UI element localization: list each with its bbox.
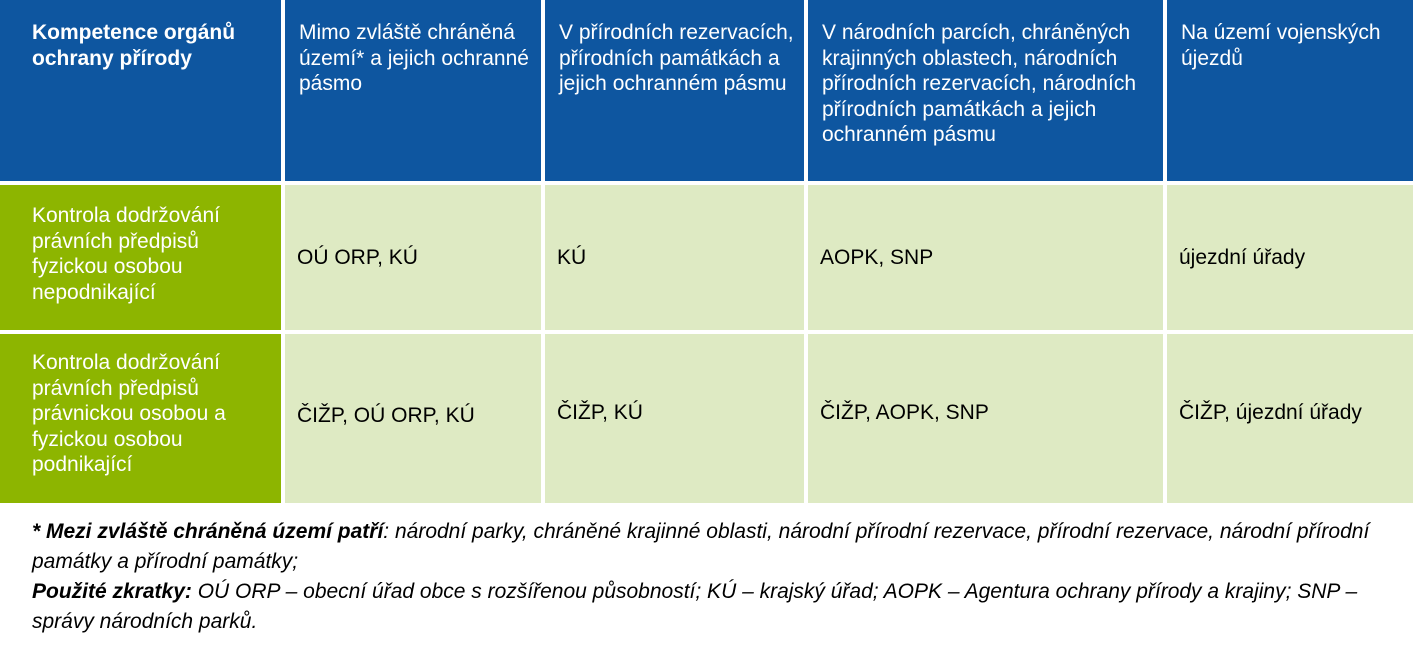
footnote-abbrev-label: Použité zkratky: xyxy=(32,580,192,603)
header-national-parks: V národních parcích, chráněných krajinných oblastech, národních přírodních rezervacích, národních přírodních památkách a jejich ochranném pásmu xyxy=(808,0,1163,181)
table-cell: ČIŽP, AOPK, SNP xyxy=(808,334,1163,503)
header-competence: Kompetence orgánů ochrany přírody xyxy=(0,0,281,181)
header-military-areas: Na území vojenských újezdů xyxy=(1167,0,1413,181)
row-label-natural-person: Kontrola dodržování právních předpisů fyzickou osobou nepodnikající xyxy=(0,185,281,330)
table-cell: KÚ xyxy=(545,185,804,330)
row-label-legal-person: Kontrola dodržování právních předpisů právnickou osobou a fyzickou osobou podnikající xyxy=(0,334,281,503)
table-cell: újezdní úřady xyxy=(1167,185,1413,330)
table-cell: AOPK, SNP xyxy=(808,185,1163,330)
footnote-protected-areas xyxy=(32,517,1392,577)
table-cell: ČIŽP, KÚ xyxy=(545,334,804,503)
table-cell: ČIŽP, újezdní úřady xyxy=(1167,334,1413,503)
footnote-protected-label: * Mezi zvláště chráněná území patří xyxy=(32,520,384,543)
table-footnotes xyxy=(0,503,1392,637)
header-nature-reserves: V přírodních rezervacích, přírodních památkách a jejich ochranném pásmu xyxy=(545,0,804,181)
footnote-abbrev-text: OÚ ORP – obecní úřad obce s rozšířenou působností; KÚ – krajský úřad; AOPK – Agentura ochrany přírody a krajiny; SNP – správy národních parků. xyxy=(32,580,1358,633)
table-cell: OÚ ORP, KÚ xyxy=(285,185,541,330)
header-outside-protected: Mimo zvláště chráněná území* a jejich ochranné pásmo xyxy=(285,0,541,181)
table-cell: ČIŽP, OÚ ORP, KÚ xyxy=(285,334,541,503)
footnote-protected-text: : národní parky, chráněné krajinné oblasti, národní přírodní rezervace, přírodní rezervace, národní přírodní památky a přírodní památky; xyxy=(32,520,1370,573)
footnote-abbreviations xyxy=(32,577,1392,637)
